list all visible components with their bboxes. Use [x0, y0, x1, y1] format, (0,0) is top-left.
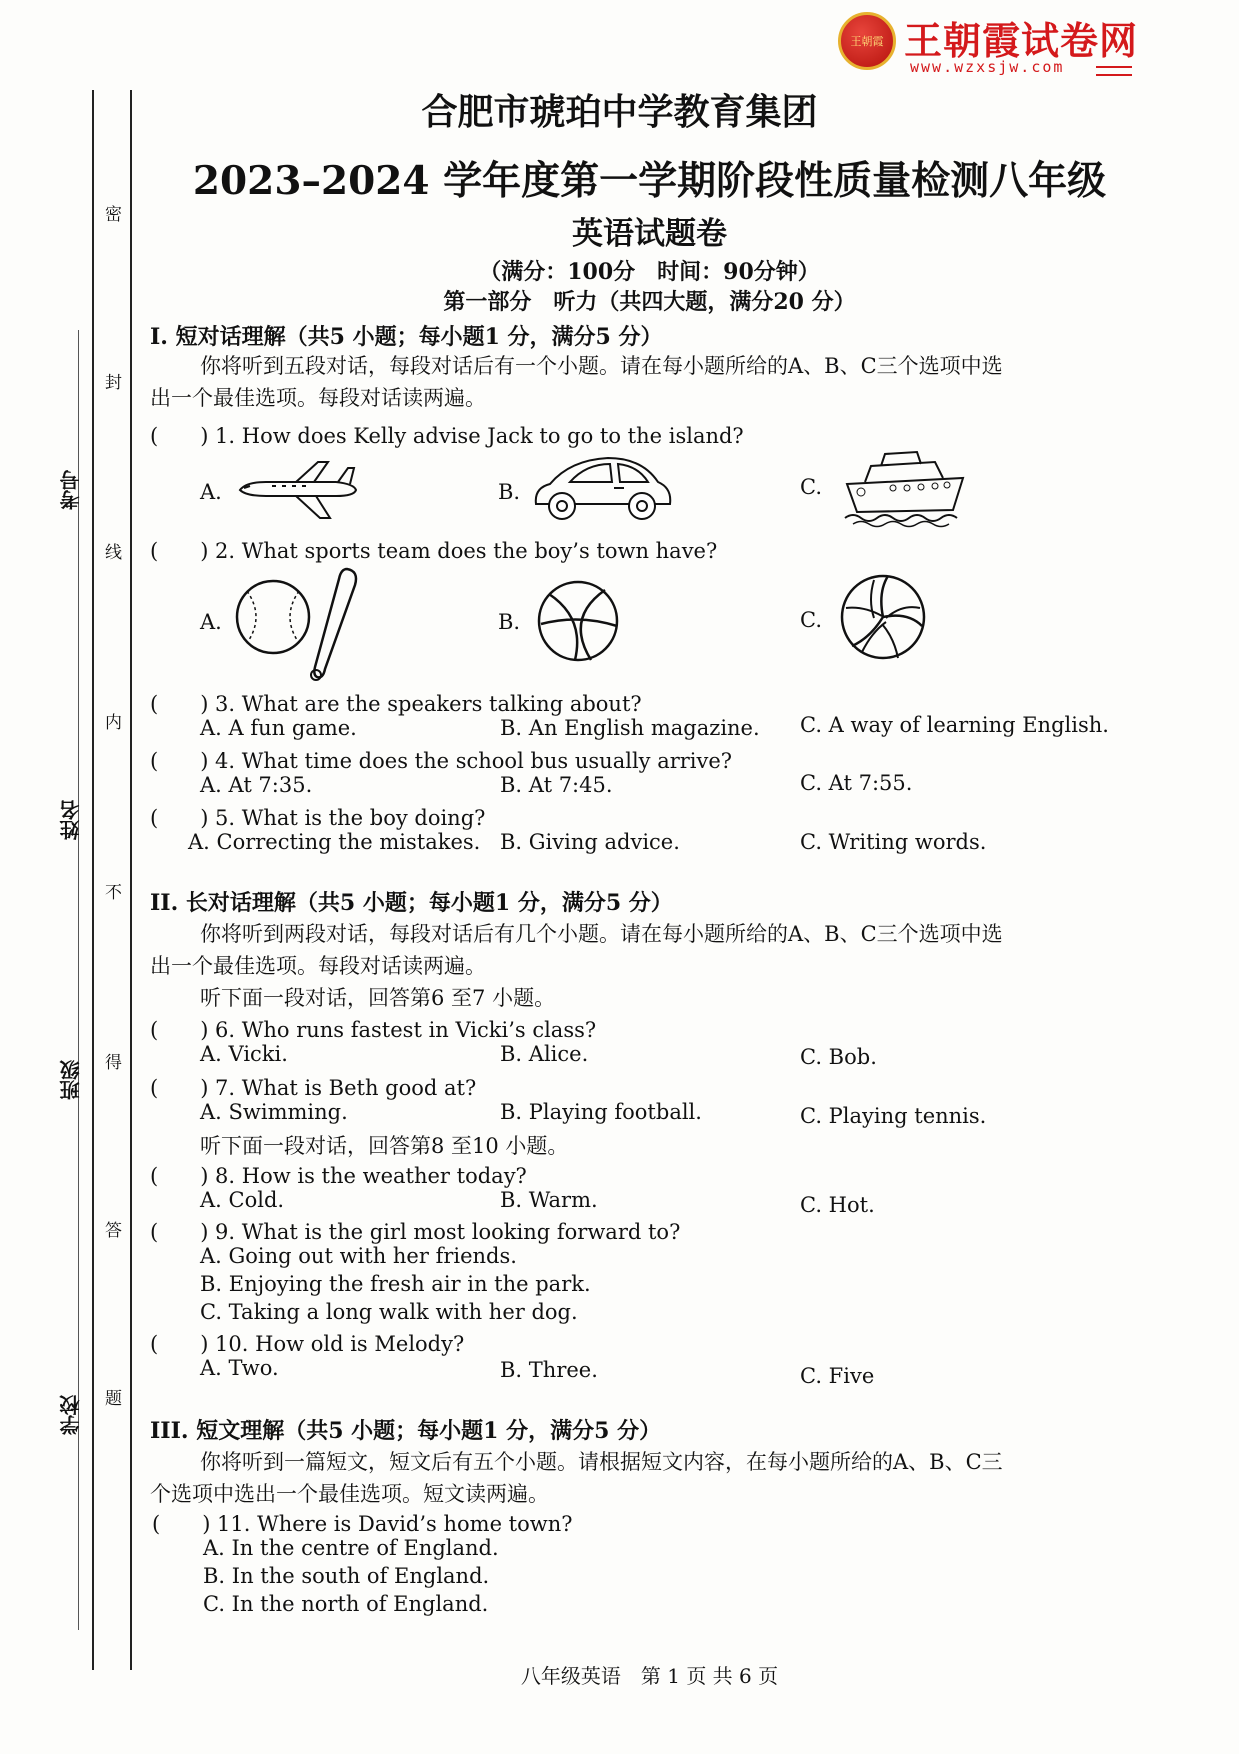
option-b: B. Giving advice.: [500, 830, 680, 854]
option-b: B. Alice.: [500, 1042, 589, 1066]
question-6: ( ) 6. Who runs fastest in Vicki’s class?: [150, 1018, 597, 1042]
option-b: B. Playing football.: [500, 1100, 702, 1124]
option-a: A. Vicki.: [200, 1042, 288, 1066]
question-9: ( ) 9. What is the girl most looking forward to?: [150, 1220, 681, 1244]
logo-brand: 王朝霞试卷网: [904, 19, 1139, 63]
logo-seal: 王朝霞: [838, 12, 896, 70]
option-b: B. Three.: [500, 1358, 598, 1382]
seal-char: 得: [105, 1053, 122, 1073]
field-school: 学校: [59, 1395, 83, 1435]
field-name: 姓名: [59, 800, 83, 840]
exam-meta: （满分：100分 时间：90分钟）: [479, 259, 820, 285]
option-a: A. Cold.: [200, 1188, 285, 1212]
section-1-instruction: 你将听到五段对话，每段对话后有一个小题。请在每小题所给的A、B、C三个选项中选: [200, 354, 1003, 378]
site-logo: [838, 12, 1158, 74]
option-a: A.: [200, 480, 222, 504]
option-b: B.: [498, 610, 521, 634]
question-1: ( ) 1. How does Kelly advise Jack to go to the island?: [150, 424, 744, 448]
question-2: ( ) 2. What sports team does the boy’s town have?: [150, 539, 718, 563]
page-footer: 八年级英语 第 1 页 共 6 页: [520, 1664, 779, 1688]
option-a: A. Correcting the mistakes.: [188, 830, 481, 854]
question-7: ( ) 7. What is Beth good at?: [150, 1076, 477, 1100]
logo-url[interactable]: www.wzxsjw.com: [910, 58, 1065, 76]
airplane-icon: [236, 460, 360, 520]
margin-write-line: [78, 330, 79, 1630]
section-2-subinstruction: 听下面一段对话，回答第6 至7 小题。: [200, 986, 556, 1010]
option-c: C.: [800, 608, 822, 632]
option-c: C.: [800, 475, 822, 499]
option-a: A. At 7:35.: [200, 773, 313, 797]
field-exam-number: 考号: [59, 470, 83, 510]
option-b: B. At 7:45.: [500, 773, 613, 797]
basketball-icon: [535, 578, 621, 664]
seal-char: 不: [105, 883, 122, 903]
section-3-title: III. 短文理解（共5 小题；每小题1 分，满分5 分）: [150, 1418, 662, 1444]
option-c: C. At 7:55.: [800, 771, 913, 795]
option-a: A. Swimming.: [200, 1100, 348, 1124]
option-c: C. In the north of England.: [203, 1592, 489, 1616]
option-a: A. Going out with her friends.: [200, 1244, 517, 1268]
ship-icon: [843, 448, 973, 528]
option-c: C. A way of learning English.: [800, 713, 1109, 737]
option-c: C. Five: [800, 1364, 875, 1388]
exam-title: 2023–2024 学年度第一学期阶段性质量检测八年级: [192, 158, 1107, 204]
option-b: B. Warm.: [500, 1188, 598, 1212]
question-11: ( ) 11. Where is David’s home town?: [152, 1512, 573, 1536]
option-b: B.: [498, 480, 521, 504]
margin-line-outer: [92, 90, 94, 1670]
section-2-subinstruction: 听下面一段对话，回答第8 至10 小题。: [200, 1134, 569, 1158]
option-c: C. Taking a long walk with her dog.: [200, 1300, 578, 1324]
option-a: A. Two.: [200, 1356, 279, 1380]
seal-char: 答: [105, 1221, 122, 1241]
question-5: ( ) 5. What is the boy doing?: [150, 806, 486, 830]
option-c: C. Playing tennis.: [800, 1104, 987, 1128]
option-c: C. Writing words.: [800, 830, 987, 854]
question-3: ( ) 3. What are the speakers talking about?: [150, 692, 642, 716]
option-a: A. A fun game.: [200, 716, 357, 740]
section-1-title: I. 短对话理解（共5 小题；每小题1 分，满分5 分）: [150, 324, 663, 350]
subject-title: 英语试题卷: [572, 216, 727, 252]
section-1-instruction: 出一个最佳选项。每段对话读两遍。: [150, 386, 486, 410]
section-2-instruction: 出一个最佳选项。每段对话读两遍。: [150, 954, 486, 978]
question-10: ( ) 10. How old is Melody?: [150, 1332, 465, 1356]
seal-char: 内: [105, 713, 122, 733]
seal-char: 线: [105, 543, 122, 563]
option-b: B. In the south of England.: [203, 1564, 490, 1588]
option-b: B. An English magazine.: [500, 716, 760, 740]
section-3-instruction: 个选项中选出一个最佳选项。短文读两遍。: [150, 1482, 549, 1506]
part-title: 第一部分 听力（共四大题，满分20 分）: [443, 289, 856, 315]
volleyball-icon: [838, 572, 928, 662]
option-a: A.: [200, 610, 222, 634]
option-c: C. Bob.: [800, 1045, 877, 1069]
margin-line-inner: [130, 90, 132, 1670]
car-icon: [530, 452, 675, 524]
section-3-instruction: 你将听到一篇短文，短文后有五个小题。请根据短文内容，在每小题所给的A、B、C三: [200, 1450, 1003, 1474]
section-2-title: II. 长对话理解（共5 小题；每小题1 分，满分5 分）: [150, 890, 673, 916]
school-name: 合肥市琥珀中学教育集团: [421, 91, 818, 133]
logo-decoration: [1096, 66, 1132, 76]
question-4: ( ) 4. What time does the school bus usually arrive?: [150, 749, 733, 773]
seal-char: 题: [105, 1389, 122, 1409]
seal-char: 密: [105, 205, 122, 225]
option-c: C. Hot.: [800, 1193, 875, 1217]
option-a: A. In the centre of England.: [203, 1536, 499, 1560]
option-b: B. Enjoying the fresh air in the park.: [200, 1272, 591, 1296]
field-class: 班级: [59, 1060, 83, 1100]
question-8: ( ) 8. How is the weather today?: [150, 1164, 527, 1188]
section-2-instruction: 你将听到两段对话，每段对话后有几个小题。请在每小题所给的A、B、C三个选项中选: [200, 922, 1003, 946]
seal-char: 封: [105, 373, 122, 393]
baseball-icon: [235, 565, 365, 683]
